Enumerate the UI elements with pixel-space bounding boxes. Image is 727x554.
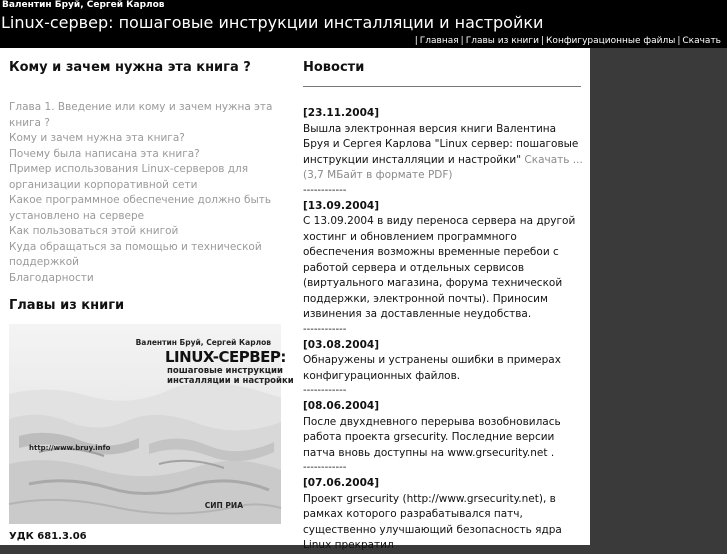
cover-url: http://www.bruy.info	[29, 444, 111, 452]
news-item	[303, 106, 583, 184]
news-list	[303, 106, 583, 554]
about-heading: Кому и зачем нужна эта книга ?	[9, 60, 251, 75]
news-text: Обнаружены и устранены ошибки в примерах конфигурационных файлов.	[303, 354, 561, 382]
news-date: [23.11.2004]	[303, 107, 380, 119]
toc-link[interactable]: Благодарности	[9, 271, 94, 284]
toc-link[interactable]: Почему была написана эта книга?	[9, 147, 200, 160]
toc-link[interactable]: Какое программное обеспечение должно быть установлено на сервере	[9, 194, 272, 222]
cover-title: LINUX-СЕРВЕР:	[165, 348, 286, 366]
news-date: [03.08.2004]	[303, 338, 380, 351]
chapters-heading: Главы из книги	[9, 298, 125, 313]
nav-link-config-files[interactable]: Конфигурационные файлы	[546, 36, 676, 46]
download-link[interactable]: Скачать ... (3,7 МБайт в формате PDF)	[303, 153, 583, 181]
news-divider	[303, 86, 581, 87]
news-separator: ------------	[303, 323, 347, 335]
news-text: После двухдневного перерыва возобновилась работа проекта grsecurity. Последние версии патча вновь доступны на www.grsecurity.net .	[303, 415, 561, 459]
toc-link[interactable]: Глава 1. Введение или кому и зачем нужна эта книга ?	[9, 101, 273, 129]
book-cover-image[interactable]	[9, 324, 294, 524]
news-text: С 13.09.2004 в виду переноса сервера на другой хостинг и обновлением программного обеспечения возможны временные перебои с работой сервера и отдельных сервисов (виртуального магазина, форума технической поддержки, электронной почты). Приносим извинения за доставленные неудобства.	[303, 215, 576, 320]
news-separator: ------------	[303, 184, 347, 196]
nav-link-home[interactable]: Главная	[419, 36, 459, 46]
nav-link-download[interactable]: Скачать	[682, 36, 721, 46]
main-content	[0, 48, 590, 551]
top-header	[0, 0, 727, 48]
news-date: [13.09.2004]	[303, 199, 380, 212]
toc-link[interactable]: Кому и зачем нужна эта книга?	[9, 132, 185, 144]
nav-link-chapters[interactable]: Главы из книги	[465, 36, 539, 46]
news-heading: Новости	[303, 60, 365, 75]
toc-link[interactable]: Пример использования Linux-серверов для организации корпоративной сети	[9, 163, 249, 191]
news-item	[303, 338, 583, 385]
news-date: [08.06.2004]	[303, 400, 380, 412]
cover-subtitle-2: инсталляции и настройки	[167, 376, 294, 386]
news-item	[303, 199, 583, 323]
news-separator: ------------	[303, 462, 347, 473]
news-text: Вышла электронная версия книги Валентина Бруя и Сергея Карлова "Linux сервер: пошаговые инструкции инсталляции и настройки"	[303, 122, 579, 166]
cover-authors: Валентин Бруй, Сергей Карлов	[135, 338, 271, 347]
toc-link[interactable]: Куда обращаться за помощью и технической поддержкой	[9, 240, 262, 268]
cover-publisher: СИП РИА	[204, 501, 243, 510]
udk-code: УДК 681.3.06	[9, 531, 87, 542]
news-date: [07.06.2004]	[303, 477, 380, 489]
nav-bar	[0, 34, 727, 48]
authors-line: Валентин Бруй, Сергей Карлов	[2, 0, 165, 10]
toc-list	[9, 100, 289, 286]
cover-subtitle-1: пошаговые инструкции	[167, 366, 283, 376]
news-item	[303, 476, 583, 554]
news-text: Проект grsecurity (http://www.grsecurity.net), в рамках которого разрабатывался патч, существенно улучшающий безопасность ядра Linux прекратил	[303, 492, 562, 551]
news-item	[303, 399, 583, 461]
nav-links: | Главная | Главы из книги | Конфигурационные файлы | Скачать	[414, 36, 721, 46]
news-separator: ------------	[303, 385, 347, 396]
toc-link[interactable]: Как пользоваться этой книгой	[9, 225, 179, 237]
site-title: Linux-сервер: пошаговые инструкции инсталляции и настройки	[1, 13, 544, 32]
